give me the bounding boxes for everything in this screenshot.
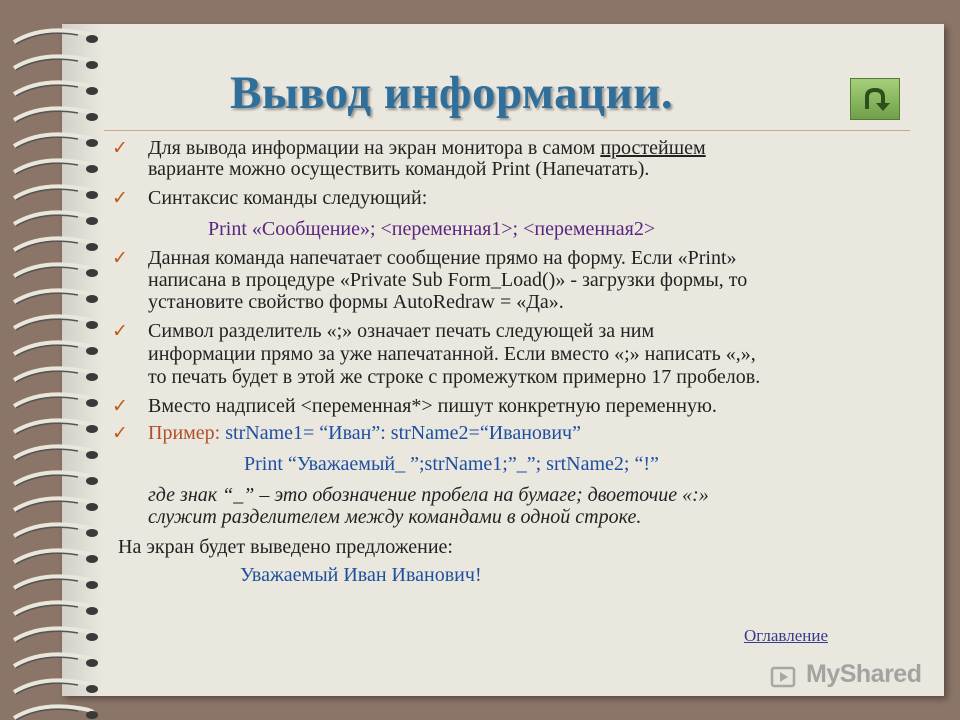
checkmark-icon: ✓ bbox=[112, 320, 128, 342]
example-print-line: Print “Уважаемый_ ”;strName1;”_”; srtName2; “!” bbox=[244, 453, 659, 475]
table-of-contents-link[interactable]: Оглавление bbox=[744, 626, 828, 645]
syntax-line: Print «Сообщение»; <переменная1>; <переменная2> bbox=[208, 218, 656, 240]
output-result: Уважаемый Иван Иванович! bbox=[240, 564, 482, 586]
checkmark-icon: ✓ bbox=[112, 137, 128, 159]
underlined-word: простейшем bbox=[600, 137, 706, 159]
note-line1: где знак “_” – это обозначение пробела на бумаге; двоеточие «:» bbox=[148, 484, 709, 506]
bullet-3-line1: Данная команда напечатает сообщение прямо на форму. Если «Print» bbox=[148, 247, 737, 269]
watermark bbox=[768, 660, 928, 694]
bullet-1-line1: Для вывода информации на экран монитора в самом bbox=[148, 137, 601, 159]
note-line2: служит разделителем между командами в одной строке. bbox=[148, 506, 642, 528]
bullet-4-line3: то печать будет в этой же строке с промежутком примерно 17 пробелов. bbox=[148, 366, 761, 388]
bullet-1-line2: варианте можно осуществить командой Print (Напечатать). bbox=[148, 158, 650, 180]
bullet-6 bbox=[148, 423, 581, 444]
bullet-3-line3: установите свойство формы AutoRedraw = «Да». bbox=[148, 291, 564, 313]
example-code: strName1= “Иван”: strName2=“Иванович” bbox=[225, 422, 581, 444]
bullet-text bbox=[148, 138, 706, 159]
checkmark-icon: ✓ bbox=[112, 187, 128, 209]
bullet-3-line2: написана в процедуре «Private Sub Form_Load()» - загрузки формы, то bbox=[148, 269, 748, 291]
watermark-logo-icon bbox=[768, 660, 802, 694]
bullet-4-line2: информации прямо за уже напечатанной. Если вместо «;» написать «,», bbox=[148, 343, 756, 365]
bullet-4-line1: Символ разделитель «;» означает печать следующей за ним bbox=[148, 320, 655, 342]
checkmark-icon: ✓ bbox=[112, 422, 128, 444]
bullet-2: Синтаксис команды следующий: bbox=[148, 187, 428, 209]
bullet-5: Вместо надписей <переменная*> пишут конкретную переменную. bbox=[148, 395, 717, 417]
example-label: Пример: bbox=[148, 422, 226, 444]
checkmark-icon: ✓ bbox=[112, 247, 128, 269]
watermark-text: MyShared bbox=[806, 660, 922, 688]
checkmark-icon: ✓ bbox=[112, 395, 128, 417]
slide-title: Вывод информации. bbox=[230, 67, 674, 119]
output-intro: На экран будет выведено предложение: bbox=[118, 536, 453, 558]
